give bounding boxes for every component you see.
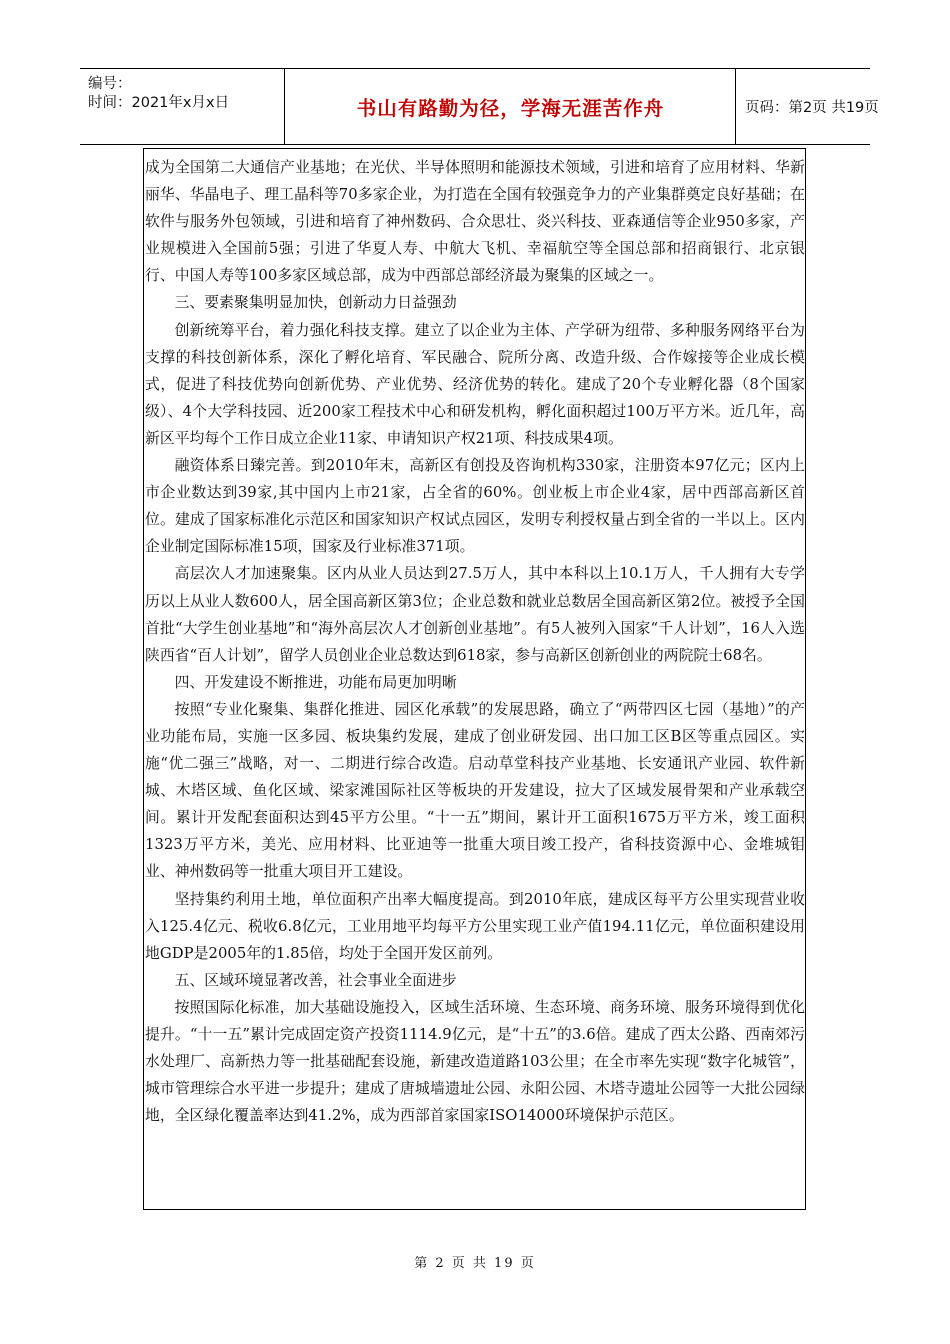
header-motto: 书山有路勤为径，学海无涯苦作舟 xyxy=(286,69,736,144)
section-heading-4: 四、开发建设不断推进，功能布局更加明晰 xyxy=(174,673,457,691)
paragraph-land-use: 坚持集约利用土地，单位面积产出率大幅度提高。到2010年底，建成区每平方公里实现营业收入125.4亿元、税收6.8亿元，工业用地平均每平方公里实现工业产值194.11亿元，单位面积建设用地GDP是2005年的1.85倍，均处于全国开发区前列。 xyxy=(145,890,805,962)
page-header xyxy=(80,68,879,145)
paragraph-development: 按照“专业化聚集、集群化推进、园区化承载”的发展思路，确立了“两带四区七园（基地）”的产业功能布局，实施一区多园、板块集约发展，建成了创业研发园、出口加工区B区等重点园区。实施“优二强三”战略，对一、二期进行综合改造。启动草堂科技产业基地、长安通讯产业园、软件新城、木塔区域、鱼化区域、梁家滩国际社区等板块的开发建设，拉大了区域发展骨架和产业承载空间。累计开发配套面积达到45平方公里。“十一五”期间，累计开工面积1675万平方米，竣工面积1323万平方米，美光、应用材料、比亚迪等一批重大项目竣工投产，省科技资源中心、金堆城钼业、神州数码等一批重大项目开工建设。 xyxy=(145,700,805,881)
paragraph-talent: 高层次人才加速聚集。区内从业人员达到27.5万人，其中本科以上10.1万人，千人拥有大专学历以上从业人数600人，居全国高新区第3位；企业总数和就业总数居全国高新区第2位。被授予全国首批“大学生创业基地”和“海外高层次人才创新创业基地”。有5人被列入国家“千人计划”，16人入选陕西省“百人计划”，留学人员创业企业总数达到618家，参与高新区创新创业的两院院士68名。 xyxy=(145,565,805,664)
paragraph-1: 成为全国第二大通信产业基地；在光伏、半导体照明和能源技术领域，引进和培育了应用材料、华新丽华、华晶电子、理工晶科等70多家企业，为打造在全国有较强竞争力的产业集群奠定良好基础；在软件与服务外包领域，引进和培育了神州数码、合众思壮、炎兴科技、亚森通信等企业950多家，产业规模进入全国前5强；引进了华夏人寿、中航大飞机、幸福航空等全国总部和招商银行、北京银行、中国人寿等100多家区域总部，成为中西部总部经济最为聚集的区域之一。 xyxy=(145,159,805,285)
paragraph-innovation: 创新统筹平台，着力强化科技支撑。建立了以企业为主体、产学研为纽带、多种服务网络平台为支撑的科技创新体系，深化了孵化培育、军民融合、院所分离、改造升级、合作嫁接等企业成长模式，促进了科技优势向创新优势、产业优势、经济优势的转化。建成了20个专业孵化器（8个国家级）、4个大学科技园、近200家工程技术中心和研发机构，孵化面积超过100万平方米。近几年，高新区平均每个工作日成立企业11家、申请知识产权21项、科技成果4项。 xyxy=(145,321,805,447)
body-frame xyxy=(143,148,806,1210)
paragraph-environment: 按照国际化标准，加大基础设施投入，区域生活环境、生态环境、商务环境、服务环境得到优化提升。“十一五”累计完成固定资产投资1114.9亿元，是“十五”的3.6倍。建成了西太公路、西南郊污水处理厂、高新热力等一批基础配套设施，新建改造道路103公里；在全市率先实现“数字化城管”，城市管理综合水平进一步提升；建成了唐城墙遗址公园、永阳公园、木塔寺遗址公园等一大批公园绿地，全区绿化覆盖率达到41.2%，成为西部首家国家ISO14000环境保护示范区。 xyxy=(145,998,805,1125)
section-heading-5: 五、区域环境显著改善，社会事业全面进步 xyxy=(174,971,457,989)
header-meta xyxy=(80,69,285,144)
paragraph-financing: 融资体系日臻完善。到2010年末，高新区有创投及咨询机构330家，注册资本97亿元；区内上市企业数达到39家,其中国内上市21家，占全省的60%。创业板上市企业4家，居中西部高新区首位。建成了国家标准化示范区和国家知识产权试点园区，发明专利授权量占到全省的一半以上。区内企业制定国际标准15项，国家及行业标准371项。 xyxy=(145,457,805,556)
document-number: 编号： xyxy=(88,76,132,92)
header-page-number: 页码：第2页 共19页 xyxy=(745,100,879,116)
page-footer: 第 2 页 共 19 页 xyxy=(414,1256,536,1271)
document-date: 时间：2021年x月x日 xyxy=(88,95,230,111)
section-heading-3: 三、要素聚集明显加快，创新动力日益强劲 xyxy=(174,294,457,312)
